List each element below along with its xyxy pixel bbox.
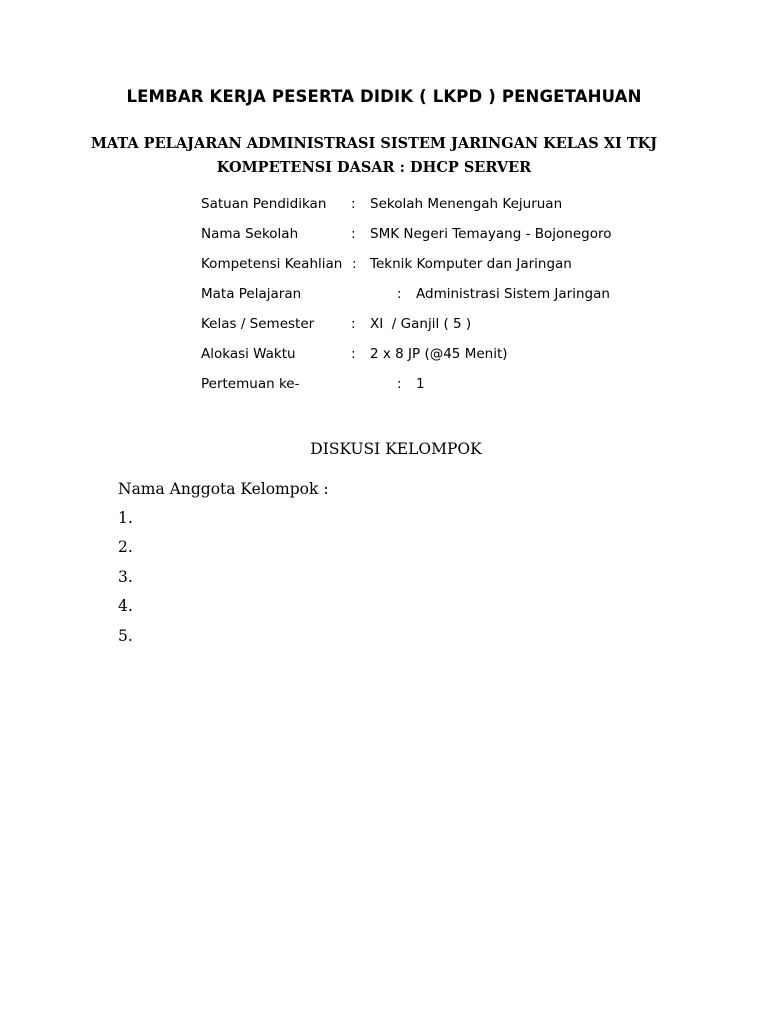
info-label: Kelas / Semester [201, 316, 315, 332]
info-value: 2 x 8 JP (@45 Menit) [370, 346, 508, 362]
info-label: Nama Sekolah [201, 226, 299, 242]
info-row-alokasi-waktu [0, 344, 768, 364]
info-label: Satuan Pendidikan [201, 196, 327, 212]
info-value: XI / Ganjil ( 5 ) [370, 316, 472, 332]
info-separator: : [397, 286, 402, 302]
subject-subtitle: MATA PELAJARAN ADMINISTRASI SISTEM JARINGAN KELAS XI TKJ [90, 135, 658, 152]
info-row-satuan-pendidikan [0, 194, 768, 214]
info-separator: : [351, 226, 356, 242]
info-value: 1 [416, 376, 425, 392]
competency-subtitle: KOMPETENSI DASAR : DHCP SERVER [216, 159, 532, 176]
info-row-nama-sekolah [0, 224, 768, 244]
info-separator: : [352, 256, 357, 272]
discussion-heading: DISKUSI KELOMPOK [310, 440, 482, 458]
members-label: Nama Anggota Kelompok : [118, 480, 329, 498]
list-item: 4. [118, 597, 133, 615]
info-row-pertemuan [0, 374, 768, 394]
info-row-kelas-semester [0, 314, 768, 334]
info-separator: : [397, 376, 402, 392]
list-item: 2. [118, 538, 133, 556]
document-title: LEMBAR KERJA PESERTA DIDIK ( LKPD ) PENGETAHUAN [126, 87, 642, 106]
info-row-mata-pelajaran [0, 284, 768, 304]
info-value: Administrasi Sistem Jaringan [416, 286, 610, 302]
info-label: Mata Pelajaran [201, 286, 302, 302]
info-value: Teknik Komputer dan Jaringan [370, 256, 572, 272]
info-label: Kompetensi Keahlian [201, 256, 343, 272]
info-separator: : [351, 346, 356, 362]
info-separator: : [351, 196, 356, 212]
info-value: SMK Negeri Temayang - Bojonegoro [370, 226, 612, 242]
list-item: 5. [118, 627, 133, 645]
info-value: Sekolah Menengah Kejuruan [370, 196, 563, 212]
list-item: 3. [118, 568, 133, 586]
info-label: Alokasi Waktu [201, 346, 296, 362]
info-row-kompetensi-keahlian [0, 254, 768, 274]
info-separator: : [351, 316, 356, 332]
list-item: 1. [118, 509, 133, 527]
info-label: Pertemuan ke- [201, 376, 300, 392]
